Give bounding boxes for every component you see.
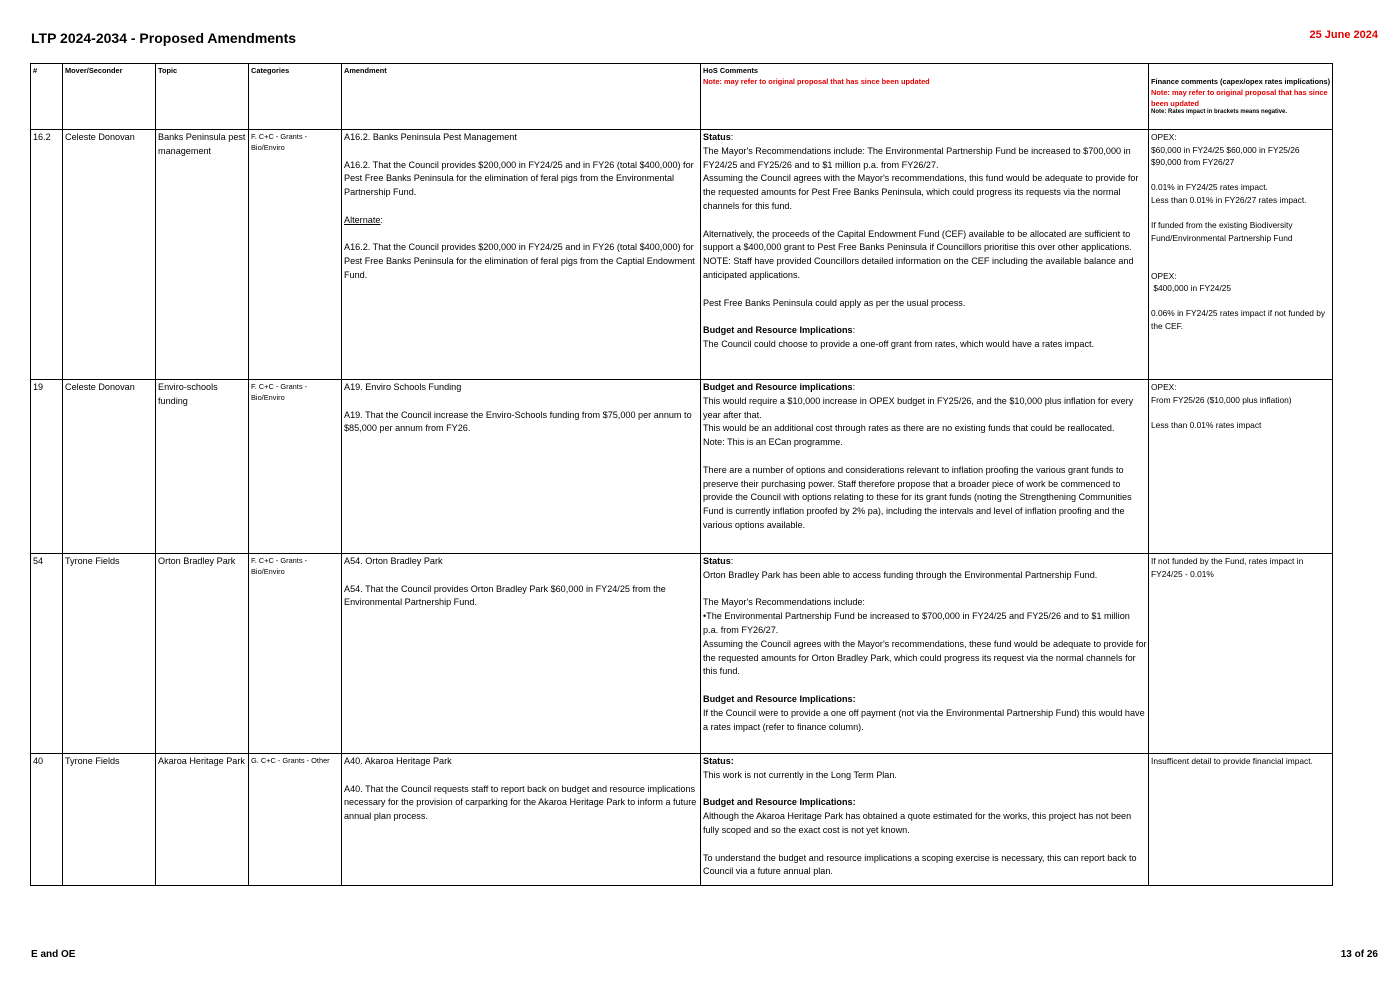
hos-text: To understand the budget and resource implications a scoping exercise is necessary, this can report back to Council via a future annual plan. xyxy=(703,852,1137,877)
col-header-hos xyxy=(701,64,1149,130)
hos-text: •The Environmental Partnership Fund be increased to $700,000 in FY24/25 and FY25/26 and to $1 million p.a. from FY26/27. xyxy=(703,611,1130,635)
row-topic: Akaroa Heritage Park xyxy=(156,754,249,886)
finance-text: If funded from the existing Biodiversity Fund/Environmental Partnership Fund xyxy=(1151,220,1293,243)
amendment-heading: A40. Akaroa Heritage Park xyxy=(344,756,452,766)
hos-text: Although the Akaroa Heritage Park has obtained a quote estimated for the works, this project has not been fully scoped and so the exact cost is not yet known. xyxy=(703,811,1132,835)
finance-text: Less than 0.01% in FY26/27 rates impact. xyxy=(1151,194,1307,205)
row-topic: Orton Bradley Park xyxy=(156,554,249,754)
table-row xyxy=(31,754,1333,886)
finance-text: $60,000 in FY24/25 $60,000 in FY25/26 xyxy=(1151,144,1300,155)
col-header-topic: Topic xyxy=(156,64,249,130)
hos-budget-label: Budget and Resource Implications: xyxy=(703,693,856,704)
hos-header-title: HoS Comments xyxy=(703,66,759,75)
hos-text: NOTE: Staff have provided Councillors detailed information on the CEF including the available balance and anticipated applications. xyxy=(703,256,1134,280)
hos-budget-label: Budget and Resource Implications xyxy=(703,325,853,336)
row-amendment xyxy=(342,554,701,754)
row-category: F. C+C - Grants - Bio/Enviro xyxy=(249,130,342,380)
hos-text: The Mayor's Recommendations include: The Environmental Partnership Fund be increased to $700,000 in FY24/25 and FY25/26 and to $1 million p.a. from FY26/27. xyxy=(703,145,1131,170)
finance-header-small-note: Note: Rates impact in brackets means negative. xyxy=(1151,109,1288,115)
finance-text: $90,000 from FY26/27 xyxy=(1151,157,1235,168)
hos-status-label: Status xyxy=(703,132,731,142)
hos-text: Alternatively, the proceeds of the Capital Endowment Fund (CEF) available to be allocated are sufficient to support a $400,000 grant to Pest Free Banks Peninsula if Councillors prioritise this over other applications. xyxy=(703,228,1132,253)
hos-text: The Mayor's Recommendations include: xyxy=(703,597,865,608)
row-amendment: A16.2. Banks Peninsula Pest Management A16.2. That the Council provides $200,000 in FY24/25 and in FY26 (total $400,000) for Pest Free Banks Peninsula for the elimination of feral pigs from the Environmental Partnership Fund. Alternate: A16.2. That the Council provides $200,000 in FY24/25 and in FY26 (total $400,000) for Pest Free Banks Peninsula for the elimination of feral pigs from the Captial Endowment Fund. xyxy=(342,130,701,380)
table-row xyxy=(31,554,1333,754)
table-row xyxy=(31,130,1333,380)
hos-budget-label: Budget and Resource Implications: xyxy=(703,797,856,808)
row-finance-comments xyxy=(1149,554,1333,754)
row-num: 54 xyxy=(31,554,63,754)
amendment-heading: A16.2. Banks Peninsula Pest Management xyxy=(344,132,517,142)
row-num: 16.2 xyxy=(31,130,63,380)
footer-disclaimer: E and OE xyxy=(31,949,76,960)
col-header-amendment: Amendment xyxy=(342,64,701,130)
row-mover: Tyrone Fields xyxy=(63,554,156,754)
hos-text: Assuming the Council agrees with the Mayor's recommendations, this fund would be adequate to provide for the requested amounts for Pest Free Banks Peninsula, which could progress its requests via the normal channels for this fund. xyxy=(703,173,1139,211)
hos-text: Assuming the Council agrees with the Mayor's recommendations, these fund would be adequate to provide for the requested amounts for Orton Bradley Park, which could progress its request via the normal channels for this fund. xyxy=(703,638,1147,677)
hos-text: Pest Free Banks Peninsula could apply as per the usual process. xyxy=(703,297,966,308)
row-amendment xyxy=(342,754,701,886)
finance-text: 0.01% in FY24/25 rates impact. xyxy=(1151,182,1268,193)
row-category: G. C+C - Grants - Other xyxy=(249,754,342,886)
row-mover: Tyrone Fields xyxy=(63,754,156,886)
col-header-num: # xyxy=(31,64,63,130)
hos-text: This would be an additional cost through rates as there are no existing funds that could be reallocated. xyxy=(703,423,1115,434)
table-header-row xyxy=(31,64,1333,130)
finance-text: Insufficent detail to provide financial impact. xyxy=(1151,756,1313,766)
amendment-alternate-label: Alternate xyxy=(344,214,381,225)
hos-text: Orton Bradley Park has been able to access funding through the Environmental Partnership Fund. xyxy=(703,569,1098,580)
hos-status-label: Status xyxy=(703,556,731,566)
row-hos-comments: Status: The Mayor's Recommendations include: The Environmental Partnership Fund be increased to $700,000 in FY24/25 and FY25/26 and to $1 million p.a. from FY26/27. Assuming the Council agrees with the Mayor's recommendations, this fund would be adequate to provide for the requested amounts for Pest Free Banks Peninsula, which could progress its requests via the normal channels for this fund. Alternatively, the proceeds of the Capital Endowment Fund (CEF) available to be allocated are sufficient to support a $400,000 grant to Pest Free Banks Peninsula if Councillors prioritise this over other applications. NOTE: Staff have provided Councillors detailed information on the CEF including the available balance and anticipated applications. Pest Free Banks Peninsula could apply as per the usual process. Budget and Resource Implications: The Council could choose to provide a one-off grant from rates, which would have a rates impact. xyxy=(701,130,1149,380)
document-title: LTP 2024-2034 - Proposed Amendments xyxy=(31,30,297,46)
finance-text: If not funded by the Fund, rates impact in FY24/25 - 0.01% xyxy=(1151,556,1304,579)
row-hos-comments: Status: Orton Bradley Park has been able to access funding through the Environmental Partnership Fund. The Mayor's Recommendations include: •The Environmental Partnership Fund be increased to $700,000 in FY24/25 and FY25/26 and to $1 million p.a. from FY26/27. Assuming the Council agrees with the Mayor's recommendations, these fund would be adequate to provide for the requested amounts for Orton Bradley Park, which could progress its request via the normal channels for this fund. Budget and Resource Implications: If the Council were to provide a one off payment (not via the Environmental Partnership Fund) this would have a rates impact (refer to finance column). xyxy=(701,554,1149,754)
finance-text: Less than 0.01% rates impact xyxy=(1151,419,1262,430)
hos-text: If the Council were to provide a one off payment (not via the Environmental Partnership Fund) this would have a rates impact (refer to finance column). xyxy=(703,707,1145,732)
table-row xyxy=(31,380,1333,554)
finance-header-title: Finance comments (capex/opex rates implications) xyxy=(1151,77,1331,86)
row-topic: Banks Peninsula pest management xyxy=(156,130,249,380)
row-num: 40 xyxy=(31,754,63,886)
row-mover: Celeste Donovan xyxy=(63,380,156,554)
amendment-alternate-text: A16.2. That the Council provides $200,000 in FY24/25 and in FY26 (total $400,000) for Pest Free Banks Peninsula for the elimination of feral pigs from the Captial Endowment Fund. xyxy=(344,242,695,280)
finance-text: $400,000 in FY24/25 xyxy=(1151,283,1232,294)
row-finance-comments xyxy=(1149,130,1333,380)
hos-text: This work is not currently in the Long Term Plan. xyxy=(703,769,897,780)
amendment-heading: A54. Orton Bradley Park xyxy=(344,556,443,566)
hos-status-label: Status: xyxy=(703,756,734,766)
page-number: 13 of 26 xyxy=(1340,949,1378,960)
amendment-text: A40. That the Council requests staff to report back on budget and resource implications necessary for the provision of carparking for the Akaroa Heritage Park to inform a future annual plan process. xyxy=(344,783,697,822)
row-finance-comments xyxy=(1149,380,1333,554)
col-header-finance xyxy=(1149,64,1333,130)
col-header-categories: Categories xyxy=(249,64,342,130)
hos-text: There are a number of options and considerations relevant to inflation proofing the various grant funds to preserve their purchasing power. Staff therefore propose that a broader piece of work be commenced to provide the Council with options relating to these for its grant funds (noting the Strengthening Communities Fund is currently inflation proofed by 2% pa), including the intervals and level of inflation proofing and the various options available. xyxy=(703,464,1132,530)
row-finance-comments xyxy=(1149,754,1333,886)
hos-text: This would require a $10,000 increase in OPEX budget in FY25/26, and the $10,000 plus inflation for every year after that. xyxy=(703,395,1134,420)
finance-text: OPEX: xyxy=(1151,270,1177,281)
row-category: F. C+C - Grants - Bio/Enviro xyxy=(249,554,342,754)
finance-text: 0.06% in FY24/25 rates impact if not funded by the CEF. xyxy=(1151,308,1326,331)
row-mover: Celeste Donovan xyxy=(63,130,156,380)
amendment-text: A16.2. That the Council provides $200,000 in FY24/25 and in FY26 (total $400,000) for Pest Free Banks Peninsula for the elimination of feral pigs from the Environmental Partnership Fund. xyxy=(344,159,694,198)
row-topic: Enviro-schools funding xyxy=(156,380,249,554)
row-amendment xyxy=(342,380,701,554)
document-date: 25 June 2024 xyxy=(1309,29,1378,41)
amendments-table xyxy=(30,63,1333,886)
amendment-text: A54. That the Council provides Orton Bradley Park $60,000 in FY24/25 from the Environmental Partnership Fund. xyxy=(344,583,666,608)
finance-text: From FY25/26 ($10,000 plus inflation) xyxy=(1151,394,1292,405)
hos-budget-label: Budget and Resource implications xyxy=(703,382,853,392)
hos-text: Note: This is an ECan programme. xyxy=(703,437,843,448)
finance-header-note: Note: may refer to original proposal that has since been updated xyxy=(1151,88,1328,108)
row-hos-comments xyxy=(701,754,1149,886)
finance-text: OPEX: xyxy=(1151,382,1177,392)
amendment-heading: A19. Enviro Schools Funding xyxy=(344,382,462,392)
hos-header-note: Note: may refer to original proposal that has since been updated xyxy=(703,77,930,86)
hos-text: The Council could choose to provide a one-off grant from rates, which would have a rates impact. xyxy=(703,338,1095,349)
row-hos-comments: Budget and Resource implications: This would require a $10,000 increase in OPEX budget in FY25/26, and the $10,000 plus inflation for every year after that. This would be an additional cost through rates as there are no existing funds that could be reallocated. Note: This is an ECan programme. There are a number of options and considerations relevant to inflation proofing the various grant funds to preserve their purchasing power. Staff therefore propose that a broader piece of work be commenced to provide the Council with options relating to these for its grant funds (noting the Strengthening Communities Fund is currently inflation proofed by 2% pa), including the intervals and level of inflation proofing and the various options available. xyxy=(701,380,1149,554)
finance-text: OPEX: xyxy=(1151,132,1177,142)
col-header-mover: Mover/Seconder xyxy=(63,64,156,130)
row-category: F. C+C - Grants - Bio/Enviro xyxy=(249,380,342,554)
row-num: 19 xyxy=(31,380,63,554)
amendment-text: A19. That the Council increase the Enviro-Schools funding from $75,000 per annum to $85,000 per annum from FY26. xyxy=(344,409,692,434)
